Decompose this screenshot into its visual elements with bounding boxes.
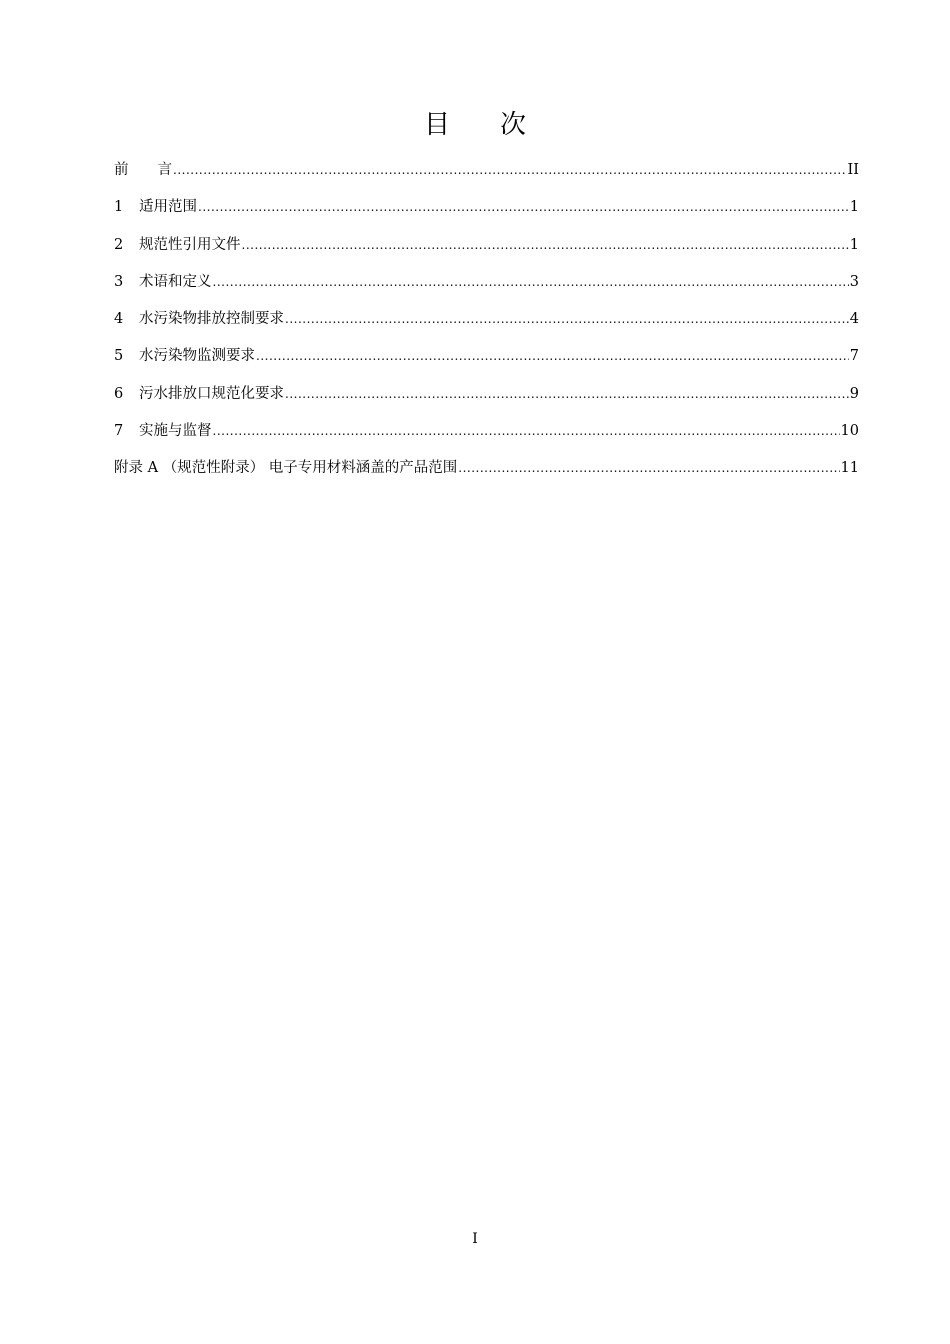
toc-leader [285,383,849,405]
toc-page-number: 11 [840,460,859,477]
toc-label: 前 言 [114,162,172,178]
toc-page-number: 3 [849,273,859,290]
table-of-contents [114,159,859,495]
toc-label: 附录 A （规范性附录） 电子专用材料涵盖的产品范围 [114,460,458,477]
toc-label: 术语和定义 [139,273,212,290]
toc-label: 规范性引用文件 [139,236,241,253]
toc-label: 实施与监督 [139,423,212,440]
toc-label: 污水排放口规范化要求 [139,385,284,402]
toc-page-number: II [847,162,859,178]
toc-leader [213,271,849,293]
toc-leader [242,234,849,256]
toc-page-number: 10 [840,423,859,440]
toc-page-number: 9 [849,385,859,402]
toc-label: 适用范围 [139,199,197,216]
toc-entry-7[interactable] [114,420,859,457]
toc-leader [285,308,849,330]
toc-label: 水污染物排放控制要求 [139,311,284,328]
page-title [0,108,950,142]
toc-page-number: 7 [849,348,859,365]
toc-number: 5 [114,348,124,365]
toc-label: 水污染物监测要求 [139,348,255,365]
toc-entry-1[interactable] [114,196,859,233]
toc-leader [198,196,849,218]
toc-number: 6 [114,385,124,402]
toc-entry-5[interactable] [114,345,859,382]
toc-leader [256,345,849,367]
toc-page-number: 1 [849,199,859,216]
title-char-1: 目 [423,110,450,140]
toc-leader [173,159,847,181]
toc-number: 3 [114,273,124,290]
toc-entry-4[interactable] [114,308,859,345]
footer-page-number: I [472,1231,478,1247]
toc-number: 7 [114,423,124,440]
toc-entry-appendix-a[interactable] [114,457,859,494]
toc-number: 2 [114,236,124,253]
toc-entry-2[interactable] [114,234,859,271]
toc-number: 4 [114,311,124,328]
title-char-2: 次 [500,110,527,140]
toc-number: 1 [114,199,124,216]
toc-leader [213,420,840,442]
toc-entry-6[interactable] [114,383,859,420]
toc-entry-foreword[interactable] [114,159,859,196]
toc-leader [458,457,839,479]
toc-page-number: 1 [849,236,859,253]
toc-page-number: 4 [849,311,859,328]
toc-entry-3[interactable] [114,271,859,308]
